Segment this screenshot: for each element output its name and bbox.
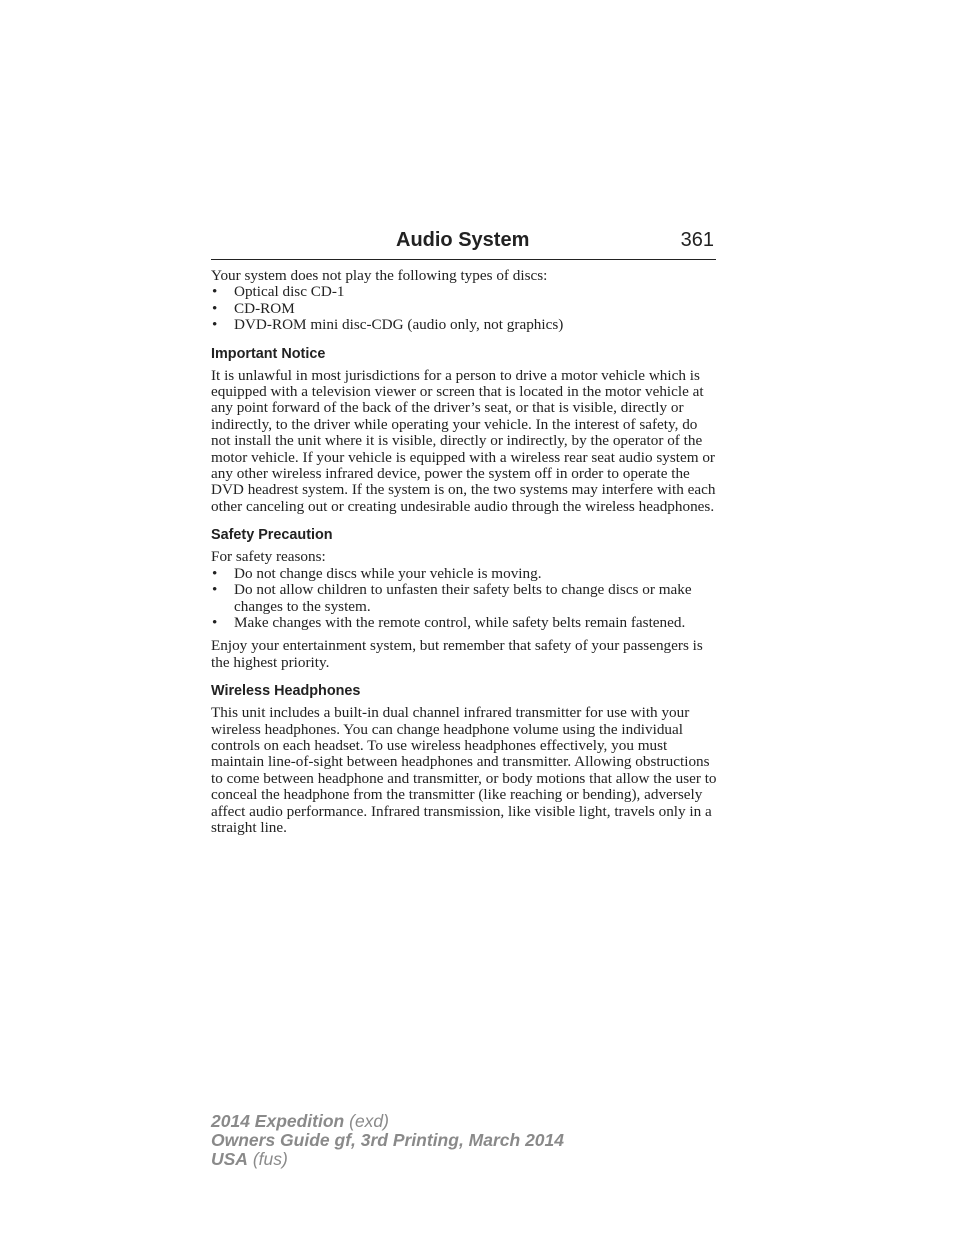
wireless-headphones-body: This unit includes a built-in dual channel infrared transmitter for use with your wireless headphones. You can change headphone volume using the individual controls on each headset. To use wireless headphones effectively, you must maintain line-of-sight between headphones and transmitter. Allowing obstructions to come between headphone and transmitter, or body motions that allow the user to conceal the headphone from the transmitter (like reaching or bending), adversely affect audio performance. Infrared transmission, like visible light, travels only in a straight line. [211,704,717,836]
safety-list [211,566,717,632]
list-item: • Make changes with the remote control, while safety belts remain fastened. [211,615,717,631]
unsupported-disc-list [211,284,717,333]
safety-precaution-lead: For safety reasons: [211,548,326,566]
list-item: • Optical disc CD-1 [211,284,717,300]
list-item: • DVD-ROM mini disc-CDG (audio only, not graphics) [211,317,717,333]
safety-precaution-heading: Safety Precaution [211,527,333,544]
footer-model-code: (exd) [349,1111,389,1131]
intro-text: Your system does not play the following types of discs: [211,267,548,284]
wireless-headphones-heading: Wireless Headphones [211,683,361,700]
important-notice-heading: Important Notice [211,345,326,362]
footer-guide-line [211,1131,564,1150]
list-item: • Do not change discs while your vehicle is moving. [211,566,717,582]
footer-region-code: (fus) [252,1149,288,1169]
page-number: 361 [680,229,714,251]
footer-guide: Owners Guide gf, 3rd Printing, March 2014 [211,1130,564,1150]
footer-model-line [211,1112,564,1131]
important-notice-body: It is unlawful in most jurisdictions for a person to drive a motor vehicle which is equipped with a television viewer or screen that is located in the motor vehicle at any point forward of the back of the driver’s seat, or that is visible, directly or indirectly, to the driver while operating your vehicle. In the interest of safety, do not install the unit where it is visible, directly or indirectly, by the operator of the motor vehicle. If your vehicle is equipped with a wireless rear seat audio system or any other wireless infrared device, power the system off in order to operate the DVD headrest system. If the system is on, the two systems may interfere with each other canceling out or creating undesirable audio through the wireless headphones. [211,366,716,515]
footer-region-line [211,1150,564,1169]
safety-closing: Enjoy your entertainment system, but remember that safety of your passengers is the highest priority. [211,637,703,671]
list-item: • CD-ROM [211,301,717,317]
page-content [211,268,717,836]
footer-region: USA [211,1149,248,1169]
footer-model: 2014 Expedition [211,1111,345,1131]
list-item: • Do not allow children to unfasten their safety belts to change discs or make changes to the system. [211,582,717,615]
page-header [211,229,716,260]
page-footer [211,1112,564,1169]
section-title: Audio System [396,229,530,251]
